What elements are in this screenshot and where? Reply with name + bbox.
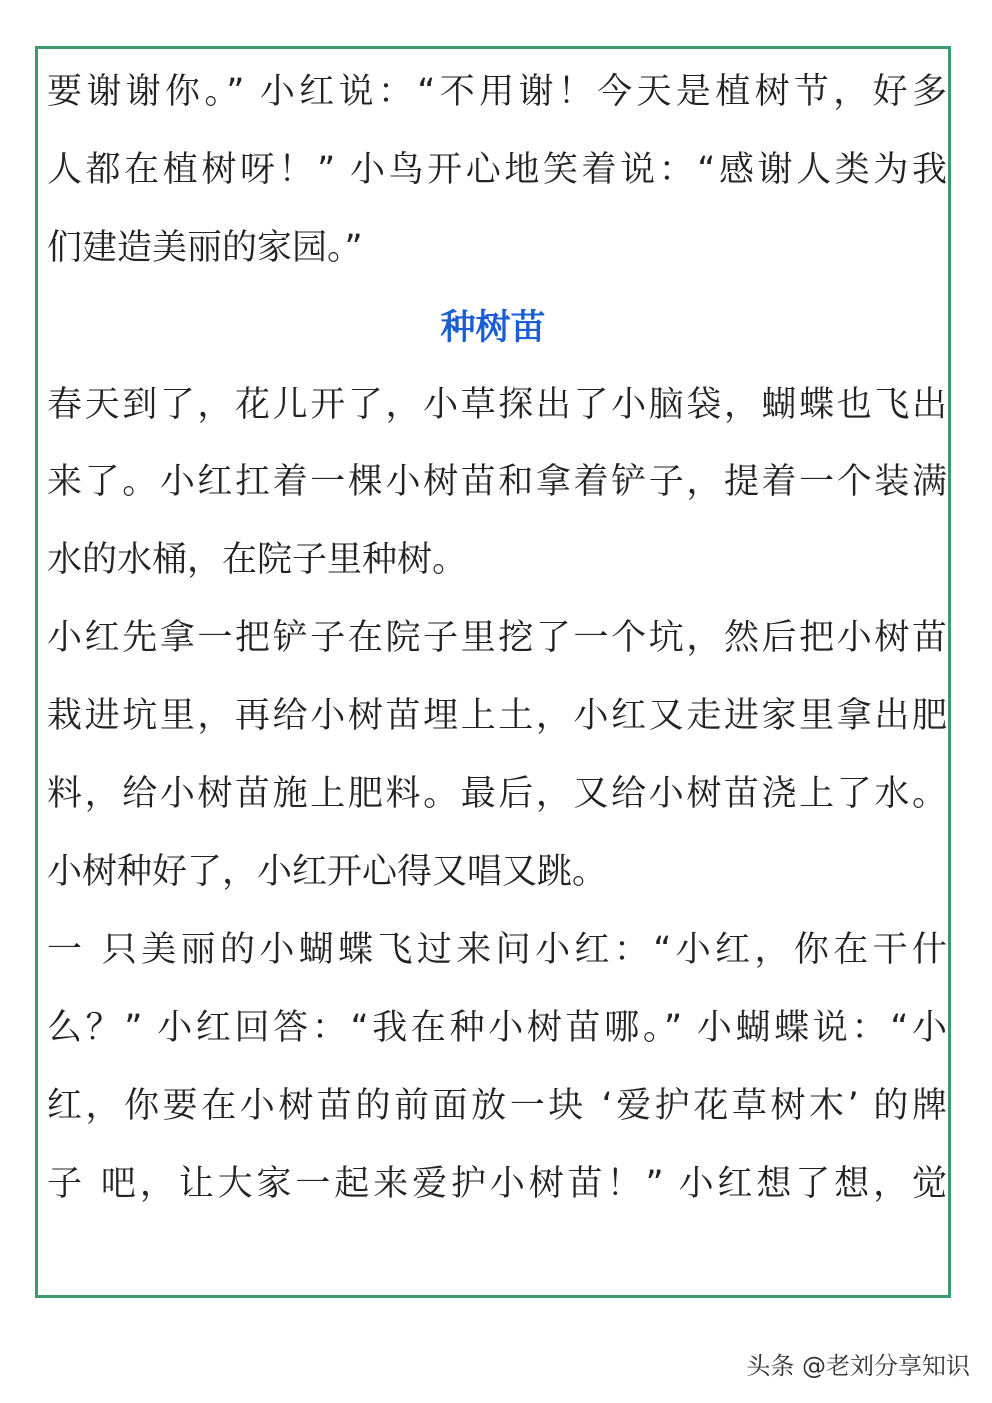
text-line: 来了。小红扛着一棵小树苗和拿着铲子，提着一个装满: [47, 462, 947, 502]
watermark: 头条 @老刘分享知识: [746, 1352, 970, 1380]
text-line: 春天到了，花儿开了，小草探出了小脑袋，蝴蝶也飞出: [47, 385, 947, 425]
text-line: 料，给小树苗施上肥料。最后，又给小树苗浇上了水。: [47, 774, 947, 814]
text-line: 水的水桶，在院子里种树。: [47, 540, 468, 580]
text-line: 栽进坑里，再给小树苗埋上土，小红又走进家里拿出肥: [47, 696, 947, 736]
text-line: 人都在植树呀！” 小鸟开心地笑着说：“感谢人类为我: [47, 150, 947, 190]
section-heading: 种树苗: [440, 308, 546, 348]
text-line: 一 只美丽的小蝴蝶飞过来问小红：“小红，你在干什: [47, 930, 947, 970]
text-line: 么？” 小红回答：“我在种小树苗哪。” 小蝴蝶说：“小: [47, 1008, 947, 1048]
text-line: 子 吧，让大家一起来爱护小树苗！” 小红想了想，觉: [47, 1164, 947, 1204]
text-line: 小树种好了，小红开心得又唱又跳。: [47, 852, 608, 892]
text-line: 红，你要在小树苗的前面放一块 ‘爱护花草树木’ 的牌: [47, 1086, 947, 1126]
text-line: 要谢谢你。” 小红说：“不用谢！今天是植树节，好多: [47, 72, 947, 112]
text-line: 小红先拿一把铲子在院子里挖了一个坑，然后把小树苗: [47, 618, 947, 658]
text-line: 们建造美丽的家园。”: [47, 228, 363, 268]
